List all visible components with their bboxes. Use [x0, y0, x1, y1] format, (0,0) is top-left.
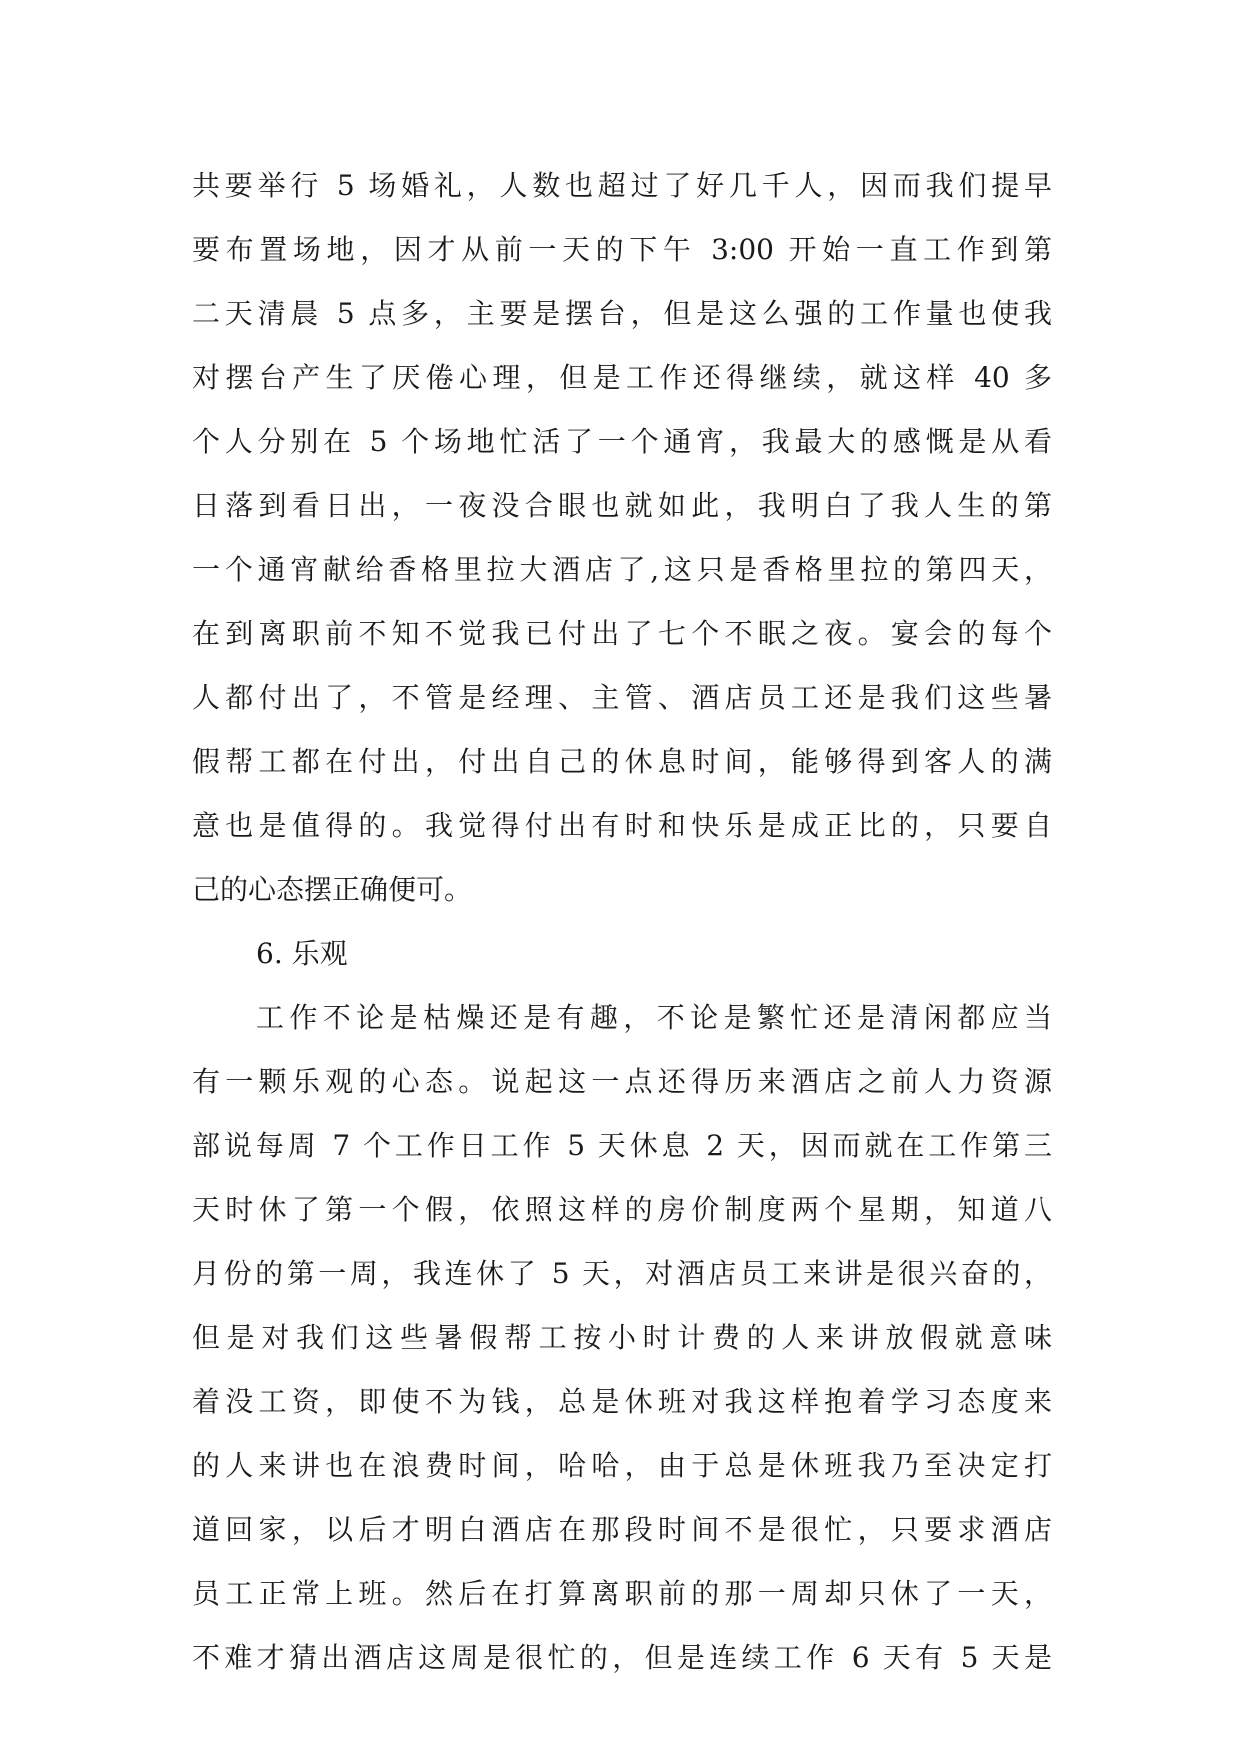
paragraph-line: 的人来讲也在浪费时间，哈哈，由于总是休班我乃至决定打: [192, 1449, 1052, 1482]
paragraph-1: [192, 154, 1052, 922]
paragraph-line: 在到离职前不知不觉我已付出了七个不眠之夜。宴会的每个: [192, 617, 1052, 650]
paragraph-line: 着没工资，即使不为钱，总是休班对我这样抱着学习态度来: [192, 1385, 1052, 1418]
paragraph-line: 日落到看日出，一夜没合眼也就如此，我明白了我人生的第: [192, 489, 1052, 522]
paragraph-line: 人都付出了，不管是经理、主管、酒店员工还是我们这些暑: [192, 681, 1052, 714]
paragraph-line: 对摆台产生了厌倦心理，但是工作还得继续，就这样 40 多: [192, 361, 1052, 394]
paragraph-line: 道回家，以后才明白酒店在那段时间不是很忙，只要求酒店: [192, 1513, 1052, 1546]
paragraph-2: [192, 986, 1052, 1690]
paragraph-line: 部说每周 7 个工作日工作 5 天休息 2 天，因而就在工作第三: [192, 1129, 1052, 1162]
paragraph-line: 员工正常上班。然后在打算离职前的那一周却只休了一天，: [192, 1577, 1052, 1610]
paragraph-line: 要布置场地，因才从前一天的下午 3:00 开始一直工作到第: [192, 233, 1052, 266]
paragraph-line: 一个通宵献给香格里拉大酒店了,这只是香格里拉的第四天，: [192, 553, 1052, 586]
section-heading: 6. 乐观: [256, 937, 348, 970]
paragraph-line: 不难才猜出酒店这周是很忙的，但是连续工作 6 天有 5 天是: [192, 1641, 1052, 1674]
paragraph-line: 工作不论是枯燥还是有趣，不论是繁忙还是清闲都应当: [256, 1001, 1052, 1034]
paragraph-line: 二天清晨 5 点多，主要是摆台，但是这么强的工作量也使我: [192, 297, 1052, 330]
paragraph-line: 有一颗乐观的心态。说起这一点还得历来酒店之前人力资源: [192, 1065, 1052, 1098]
paragraph-line: 天时休了第一个假，依照这样的房价制度两个星期，知道八: [192, 1193, 1052, 1226]
paragraph-line: 己的心态摆正确便可。: [192, 873, 473, 906]
paragraph-line: 共要举行 5 场婚礼，人数也超过了好几千人，因而我们提早: [192, 169, 1052, 202]
paragraph-line: 月份的第一周，我连休了 5 天，对酒店员工来讲是很兴奋的，: [192, 1257, 1052, 1290]
paragraph-line: 假帮工都在付出，付出自己的休息时间，能够得到客人的满: [192, 745, 1052, 778]
document-body: [192, 154, 1052, 1690]
paragraph-line: 意也是值得的。我觉得付出有时和快乐是成正比的，只要自: [192, 809, 1052, 842]
paragraph-line: 但是对我们这些暑假帮工按小时计费的人来讲放假就意味: [192, 1321, 1052, 1354]
paragraph-line: 个人分别在 5 个场地忙活了一个通宵，我最大的感慨是从看: [192, 425, 1052, 458]
